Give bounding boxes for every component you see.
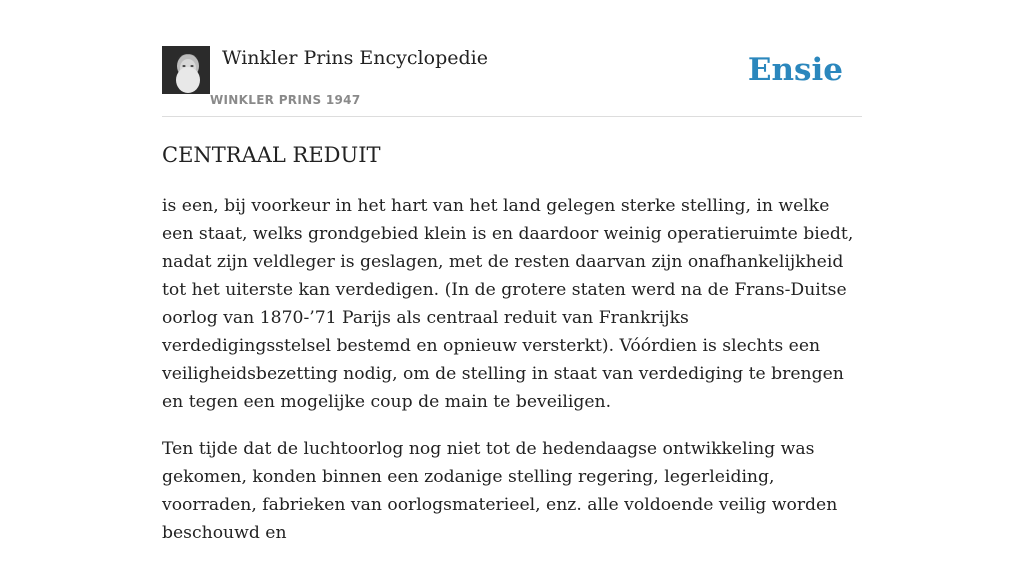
site-title[interactable]: Winkler Prins Encyclopedie <box>222 47 488 69</box>
brand-logo[interactable]: Ensie <box>747 52 843 88</box>
source-label[interactable]: WINKLER PRINS 1947 <box>210 93 361 107</box>
article-title: CENTRAAL REDUIT <box>162 143 381 167</box>
article-body <box>162 192 854 566</box>
article-paragraph: Ten tijde dat de luchtoorlog nog niet tot de hedendaagse ontwikkeling was gekomen, konden binnen een zodanige stelling regering, legerleiding, voorraden, fabrieken van oorlogsmaterieel, enz. alle voldoende veilig worden beschouwd en <box>162 439 838 543</box>
article-paragraph: is een, bij voorkeur in het hart van het land gelegen sterke stelling, in welke een staat, welks grondgebied klein is en daardoor weinig operatieruimte biedt, nadat zijn veldleger is geslagen, met de resten daarvan zijn onafhankelijkheid tot het uiterste kan verdedigen. (In de grotere staten werd na de Frans-Duitse oorlog van 1870-’71 Parijs als centraal reduit van Frankrijks verdedigingsstelsel bestemd en opnieuw versterkt). Vóórdien is slechts een veiligheidsbezetting nodig, om de stelling in staat van verdediging te brengen en tegen een mogelijke coup de main te beveiligen. <box>162 196 854 412</box>
page-header <box>162 46 862 117</box>
bearded-man-portrait-icon <box>162 46 210 94</box>
author-avatar-icon[interactable] <box>162 46 210 94</box>
